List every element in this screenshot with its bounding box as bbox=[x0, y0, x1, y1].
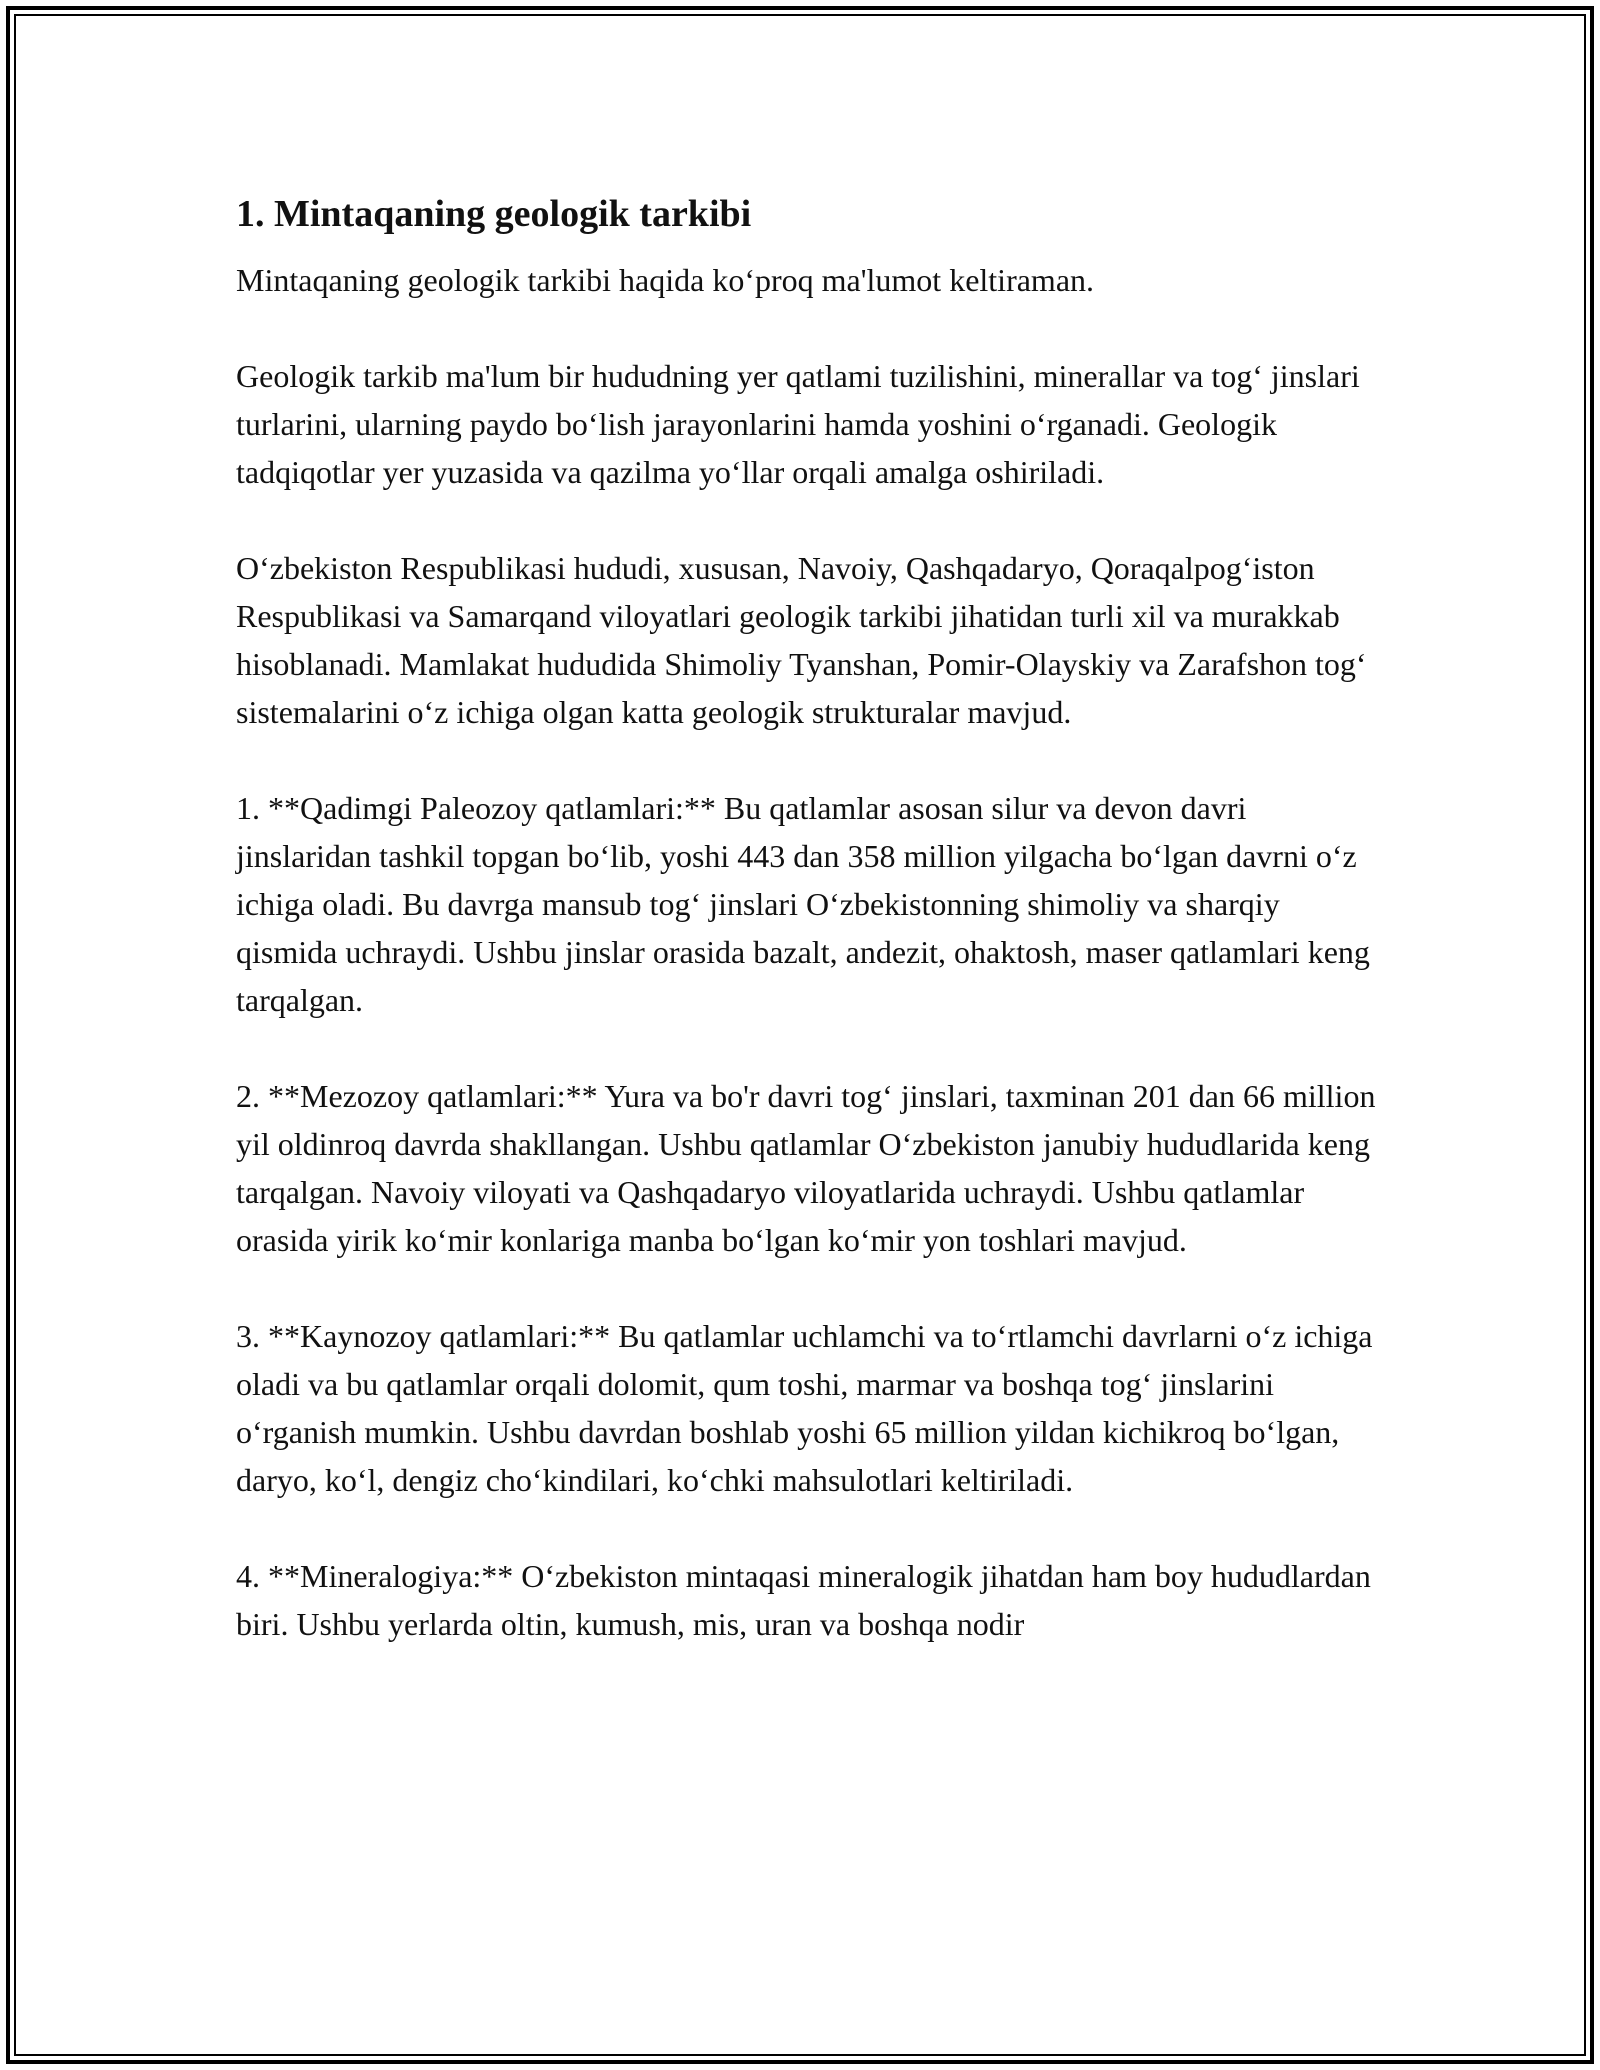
region-paragraph: O‘zbekiston Respublikasi hududi, xususan, Navoiy, Qashqadaryo, Qoraqalpog‘iston Respublikasi va Samarqand viloyatlari geologik tarkibi jihatidan turli xil va murakkab hisoblanadi. Mamlakat hududida Shimoliy Tyanshan, Pomir-Olayskiy va Zarafshon tog‘ sistemalarini o‘z ichiga olgan katta geologik strukturalar mavjud. bbox=[236, 550, 1367, 730]
paleozoic-paragraph: 1. **Qadimgi Paleozoy qatlamlari:** Bu qatlamlar asosan silur va devon davri jinslaridan tashkil topgan bo‘lib, yoshi 443 dan 358 million yilgacha bo‘lgan davrni o‘z ichiga oladi. Bu davrga mansub tog‘ jinslari O‘zbekistonning shimoliy va sharqiy qismida uchraydi. Ushbu jinslar orasida bazalt, andezit, ohaktosh, maser qatlamlari keng tarqalgan. bbox=[236, 790, 1370, 1018]
document-body bbox=[236, 180, 1376, 1648]
mineralogy-paragraph: 4. **Mineralogiya:** O‘zbekiston mintaqasi mineralogik jihatdan ham boy hududlardan biri. Ushbu yerlarda oltin, kumush, mis, uran va boshqa nodir bbox=[236, 1558, 1371, 1642]
section-heading: 1. Mintaqaning geologik tarkibi bbox=[236, 193, 752, 235]
intro-paragraph: Mintaqaning geologik tarkibi haqida ko‘proq ma'lumot keltiraman. bbox=[236, 262, 1095, 298]
definition-paragraph: Geologik tarkib ma'lum bir hududning yer qatlami tuzilishini, minerallar va tog‘ jinslari turlarini, ularning paydo bo‘lish jarayonlarini hamda yoshini o‘rganadi. Geologik tadqiqotlar yer yuzasida va qazilma yo‘llar orqali amalga oshiriladi. bbox=[236, 358, 1360, 490]
cenozoic-paragraph: 3. **Kaynozoy qatlamlari:** Bu qatlamlar uchlamchi va to‘rtlamchi davrlarni o‘z ichiga oladi va bu qatlamlar orqali dolomit, qum toshi, marmar va boshqa tog‘ jinslarini o‘rganish mumkin. Ushbu davrdan boshlab yoshi 65 million yildan kichikroq bo‘lgan, daryo, ko‘l, dengiz cho‘kindilari, ko‘chki mahsulotlari keltiriladi. bbox=[236, 1318, 1373, 1498]
mesozoic-paragraph: 2. **Mezozoy qatlamlari:** Yura va bo'r davri tog‘ jinslari, taxminan 201 dan 66 million yil oldinroq davrda shakllangan. Ushbu qatlamlar O‘zbekiston janubiy hududlarida keng tarqalgan. Navoiy viloyati va Qashqadaryo viloyatlarida uchraydi. Ushbu qatlamlar orasida yirik ko‘mir konlariga manba bo‘lgan ko‘mir yon toshlari mavjud. bbox=[236, 1078, 1376, 1258]
